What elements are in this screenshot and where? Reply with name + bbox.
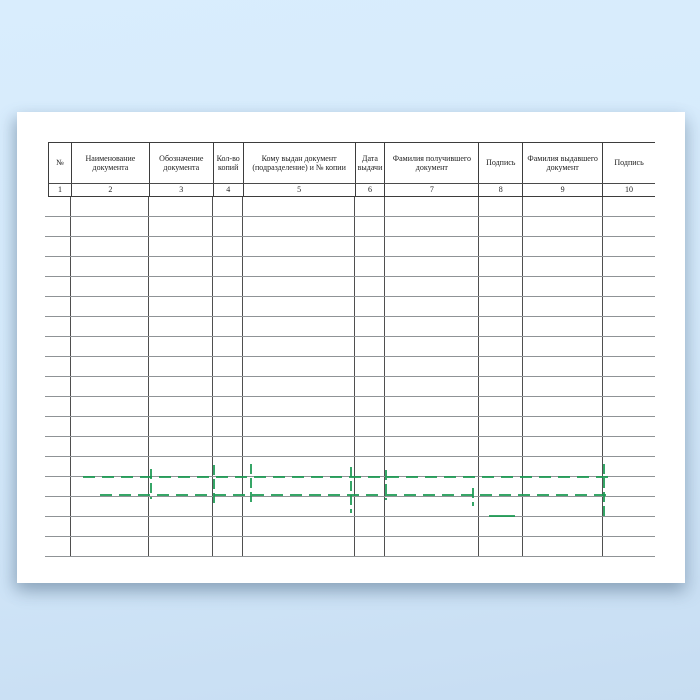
table-cell [149, 537, 213, 556]
table-cell [149, 477, 213, 496]
table-cell [213, 337, 243, 356]
table-cell [45, 357, 71, 376]
table-cell [243, 357, 355, 376]
table-cell [71, 297, 149, 316]
table-body [45, 197, 655, 557]
table-cell [213, 197, 243, 216]
table-cell [603, 257, 655, 276]
table-cell [355, 397, 385, 416]
table-cell [523, 257, 603, 276]
table-cell [71, 257, 149, 276]
table-cell [603, 377, 655, 396]
column-number-cell: 9 [523, 184, 603, 196]
table-cell [385, 457, 479, 476]
table-cell [149, 197, 213, 216]
column-number-cell: 2 [72, 184, 150, 196]
table-cell [71, 377, 149, 396]
table-cell [479, 377, 523, 396]
table-cell [149, 417, 213, 436]
table-cell [149, 437, 213, 456]
table-cell [45, 317, 71, 336]
table-cell [355, 517, 385, 536]
table-cell [523, 457, 603, 476]
table-cell [243, 197, 355, 216]
table-cell [479, 217, 523, 236]
table-cell [149, 277, 213, 296]
table-cell [385, 257, 479, 276]
table-cell [213, 217, 243, 236]
table-cell [385, 237, 479, 256]
table-cell [71, 497, 149, 516]
table-cell [603, 437, 655, 456]
table-cell [523, 217, 603, 236]
table-cell [479, 437, 523, 456]
table-cell [45, 457, 71, 476]
table-cell [385, 397, 479, 416]
table-cell [243, 317, 355, 336]
table-cell [149, 297, 213, 316]
table-cell [385, 517, 479, 536]
table-row [45, 217, 655, 237]
table-cell [479, 537, 523, 556]
table-cell [71, 477, 149, 496]
table-cell [71, 457, 149, 476]
table-cell [603, 537, 655, 556]
table-cell [523, 337, 603, 356]
table-cell [213, 277, 243, 296]
table-cell [213, 237, 243, 256]
column-number-cell: 5 [244, 184, 356, 196]
table-cell [213, 257, 243, 276]
table-row [45, 297, 655, 317]
table-cell [149, 377, 213, 396]
table-cell [71, 217, 149, 236]
table-cell [603, 477, 655, 496]
table-cell [385, 537, 479, 556]
table-cell [355, 337, 385, 356]
table-row [45, 237, 655, 257]
table-cell [243, 397, 355, 416]
table-cell [243, 497, 355, 516]
table-cell [71, 237, 149, 256]
table-cell [243, 297, 355, 316]
table-cell [479, 457, 523, 476]
table-cell [523, 297, 603, 316]
col-header-number: № [49, 143, 72, 183]
table-cell [355, 357, 385, 376]
table-cell [479, 337, 523, 356]
table-cell [45, 277, 71, 296]
table-cell [71, 317, 149, 336]
table-cell [603, 357, 655, 376]
table-cell [479, 417, 523, 436]
table-cell [523, 277, 603, 296]
table-cell [355, 277, 385, 296]
table-cell [149, 337, 213, 356]
table-cell [45, 377, 71, 396]
table-cell [45, 197, 71, 216]
table-cell [479, 477, 523, 496]
table-cell [243, 537, 355, 556]
table-cell [243, 237, 355, 256]
table-cell [243, 437, 355, 456]
table-cell [45, 217, 71, 236]
table-cell [213, 517, 243, 536]
table-cell [479, 397, 523, 416]
table-cell [523, 497, 603, 516]
table-cell [213, 357, 243, 376]
table-cell [523, 437, 603, 456]
table-cell [355, 377, 385, 396]
table-cell [603, 457, 655, 476]
table-cell [213, 457, 243, 476]
table-cell [355, 197, 385, 216]
table-cell [355, 297, 385, 316]
column-numbers-row [48, 183, 655, 197]
col-header-issuer-signature: Подпись [614, 158, 644, 168]
table-cell [385, 317, 479, 336]
table-cell [71, 437, 149, 456]
table-cell [149, 317, 213, 336]
table-cell [523, 197, 603, 216]
column-number-cell: 6 [356, 184, 386, 196]
table-cell [523, 237, 603, 256]
table-cell [479, 237, 523, 256]
column-number-cell: 3 [150, 184, 214, 196]
table-row [45, 337, 655, 357]
table-cell [149, 397, 213, 416]
table-cell [71, 357, 149, 376]
table-cell [45, 397, 71, 416]
table-cell [243, 377, 355, 396]
col-header-issued-to: Кому выдан документ (подразделение) и № копии [244, 143, 356, 183]
table-row [45, 197, 655, 217]
table-cell [213, 297, 243, 316]
table-cell [603, 317, 655, 336]
table-cell [213, 437, 243, 456]
table-cell [45, 337, 71, 356]
table-cell [603, 417, 655, 436]
table-row [45, 257, 655, 277]
table-row [45, 437, 655, 457]
table-cell [385, 337, 479, 356]
table-cell [71, 337, 149, 356]
table-cell [479, 297, 523, 316]
table-cell [523, 417, 603, 436]
table-row [45, 537, 655, 557]
table-cell [45, 437, 71, 456]
column-number-cell: 10 [625, 185, 634, 194]
document-issue-register-table [45, 142, 655, 557]
table-cell [243, 257, 355, 276]
table-cell [213, 317, 243, 336]
column-number-cell: 7 [385, 184, 479, 196]
table-cell [45, 537, 71, 556]
table-cell [243, 217, 355, 236]
table-row [45, 317, 655, 337]
table-header-row [48, 142, 655, 183]
table-cell [385, 377, 479, 396]
table-cell [523, 357, 603, 376]
table-cell [71, 197, 149, 216]
table-cell [71, 537, 149, 556]
table-cell [603, 497, 655, 516]
table-cell [479, 317, 523, 336]
table-cell [149, 357, 213, 376]
col-header-copies-count: Кол-во копий [214, 143, 244, 183]
table-cell [355, 237, 385, 256]
table-cell [243, 457, 355, 476]
table-cell [479, 517, 523, 536]
table-cell [479, 497, 523, 516]
table-row [45, 477, 655, 497]
table-cell [523, 397, 603, 416]
table-cell [45, 477, 71, 496]
table-cell [213, 417, 243, 436]
table-cell [213, 537, 243, 556]
table-cell [45, 417, 71, 436]
table-cell [149, 257, 213, 276]
table-cell [45, 237, 71, 256]
table-cell [355, 317, 385, 336]
table-cell [385, 437, 479, 456]
table-row [45, 457, 655, 477]
table-cell [355, 217, 385, 236]
col-header-issuer-name: Фамилия выдавшего документ [523, 143, 603, 183]
table-cell [213, 497, 243, 516]
table-cell [355, 417, 385, 436]
table-cell [385, 277, 479, 296]
table-row [45, 497, 655, 517]
table-cell [479, 197, 523, 216]
table-cell [213, 397, 243, 416]
table-cell [355, 437, 385, 456]
table-cell [603, 397, 655, 416]
col-header-doc-name: Наименование документа [72, 143, 150, 183]
table-cell [213, 377, 243, 396]
table-cell [479, 357, 523, 376]
table-cell [603, 237, 655, 256]
table-cell [149, 217, 213, 236]
table-cell [523, 517, 603, 536]
table-cell [149, 497, 213, 516]
table-cell [385, 417, 479, 436]
table-cell [385, 477, 479, 496]
table-cell [523, 477, 603, 496]
col-header-issue-date: Дата выдачи [356, 143, 386, 183]
col-header-receiver-name: Фамилия получившего документ [385, 143, 479, 183]
column-number-cell: 8 [479, 184, 523, 196]
table-cell [243, 337, 355, 356]
table-cell [355, 257, 385, 276]
table-row [45, 277, 655, 297]
table-cell [355, 477, 385, 496]
table-cell [149, 237, 213, 256]
table-cell [45, 297, 71, 316]
table-row [45, 357, 655, 377]
table-cell [45, 517, 71, 536]
table-cell [45, 497, 71, 516]
table-cell [149, 517, 213, 536]
table-row [45, 377, 655, 397]
table-cell [479, 257, 523, 276]
col-header-receiver-signature: Подпись [479, 143, 523, 183]
table-cell [385, 197, 479, 216]
table-cell [479, 277, 523, 296]
table-cell [71, 277, 149, 296]
table-cell [213, 477, 243, 496]
journal-form-sheet [17, 112, 685, 583]
column-number-cell: 4 [214, 184, 244, 196]
table-cell [385, 297, 479, 316]
table-row [45, 517, 655, 537]
table-cell [385, 497, 479, 516]
table-cell [71, 517, 149, 536]
table-cell [45, 257, 71, 276]
column-number-cell: 1 [49, 184, 72, 196]
table-row [45, 397, 655, 417]
table-cell [355, 497, 385, 516]
table-cell [603, 297, 655, 316]
table-cell [523, 377, 603, 396]
table-row [45, 417, 655, 437]
table-cell [243, 477, 355, 496]
table-cell [71, 397, 149, 416]
table-cell [243, 417, 355, 436]
table-cell [355, 457, 385, 476]
table-cell [71, 417, 149, 436]
table-cell [355, 537, 385, 556]
table-cell [385, 217, 479, 236]
table-cell [243, 277, 355, 296]
table-cell [603, 197, 655, 216]
table-cell [603, 277, 655, 296]
table-cell [523, 537, 603, 556]
table-cell [149, 457, 213, 476]
table-cell [385, 357, 479, 376]
table-cell [603, 517, 655, 536]
table-cell [603, 217, 655, 236]
table-cell [243, 517, 355, 536]
table-cell [523, 317, 603, 336]
table-cell [603, 337, 655, 356]
col-header-doc-designation: Обозначение документа [150, 143, 214, 183]
